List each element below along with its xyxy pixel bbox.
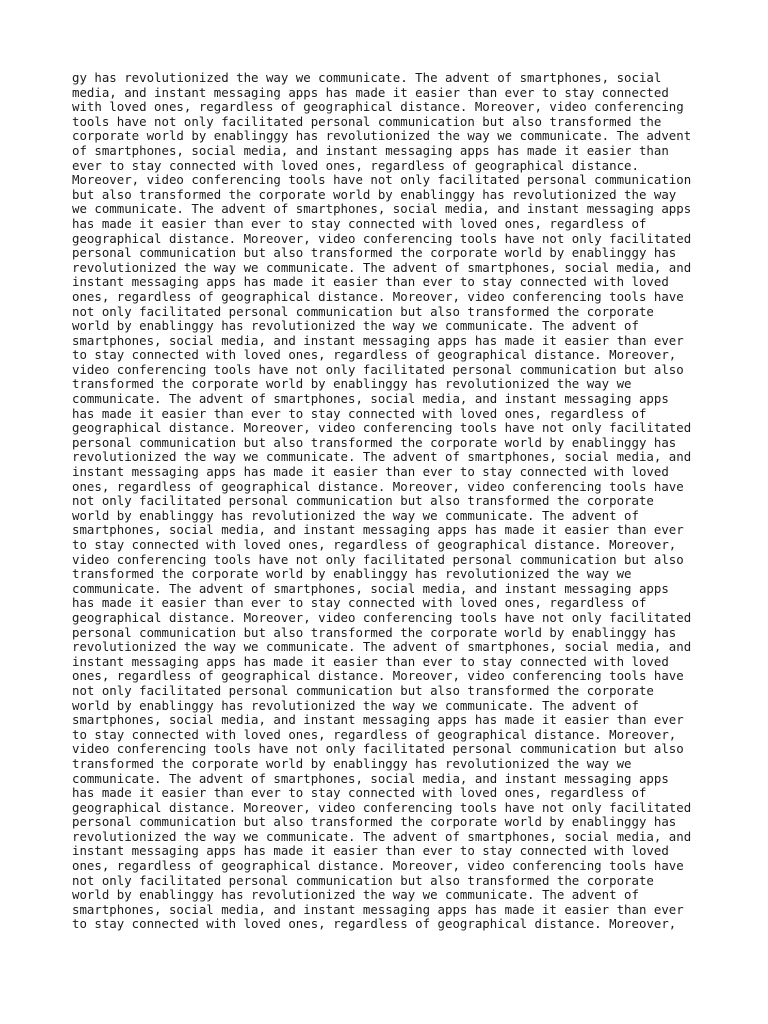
text-line: transformed the corporate world by enablinggy has revolutionized the way we <box>72 755 632 771</box>
text-line: personal communication but also transformed the corporate world by enablinggy has <box>72 814 677 830</box>
text-line: not only facilitated personal communication but also transformed the corporate <box>72 493 654 509</box>
text-line: has made it easier than ever to stay connected with loved ones, regardless of <box>72 405 647 421</box>
text-line: world by enablinggy has revolutionized the way we communicate. The advent of <box>72 507 639 523</box>
body-text <box>72 71 712 932</box>
text-line: communicate. The advent of smartphones, social media, and instant messaging apps <box>72 391 669 407</box>
text-line: smartphones, social media, and instant messaging apps has made it easier than ever <box>72 522 684 538</box>
text-line: smartphones, social media, and instant messaging apps has made it easier than ever <box>72 712 684 728</box>
text-line: video conferencing tools have not only facilitated personal communication but also <box>72 361 684 377</box>
text-line: personal communication but also transformed the corporate world by enablinggy has <box>72 624 677 640</box>
text-line: to stay connected with loved ones, regardless of geographical distance. Moreover, <box>72 537 677 552</box>
text-line: we communicate. The advent of smartphones, social media, and instant messaging apps <box>72 201 692 217</box>
text-line: communicate. The advent of smartphones, social media, and instant messaging apps <box>72 770 669 786</box>
text-line: not only facilitated personal communication but also transformed the corporate <box>72 872 654 888</box>
text-line: video conferencing tools have not only facilitated personal communication but also <box>72 741 684 757</box>
text-line: video conferencing tools have not only facilitated personal communication but also <box>72 551 684 567</box>
text-line: but also transformed the corporate world by enablinggy has revolutionized the way <box>72 186 677 202</box>
text-line: world by enablinggy has revolutionized the way we communicate. The advent of <box>72 697 639 713</box>
text-line: communicate. The advent of smartphones, social media, and instant messaging apps <box>72 580 669 596</box>
text-line: transformed the corporate world by enablinggy has revolutionized the way we <box>72 376 632 392</box>
text-line: tools have not only facilitated personal communication but also transformed the <box>72 113 662 129</box>
text-line: has made it easier than ever to stay connected with loved ones, regardless of <box>72 215 647 231</box>
text-line: smartphones, social media, and instant messaging apps has made it easier than ever <box>72 332 684 348</box>
text-line: instant messaging apps has made it easier than ever to stay connected with loved <box>72 843 669 859</box>
text-line: with loved ones, regardless of geographical distance. Moreover, video conferencing <box>72 99 684 115</box>
text-line: Moreover, video conferencing tools have not only facilitated personal communication <box>72 172 692 188</box>
text-line: to stay connected with loved ones, regardless of geographical distance. Moreover, <box>72 726 677 742</box>
text-line: geographical distance. Moreover, video conferencing tools have not only facilitated <box>72 230 692 246</box>
text-line: ones, regardless of geographical distance. Moreover, video conferencing tools have <box>72 288 684 304</box>
text-line: transformed the corporate world by enablinggy has revolutionized the way we <box>72 566 632 582</box>
text-line: revolutionized the way we communicate. The advent of smartphones, social media, and <box>72 639 692 655</box>
text-line: to stay connected with loved ones, regardless of geographical distance. Moreover, <box>72 916 677 932</box>
text-line: revolutionized the way we communicate. The advent of smartphones, social media, and <box>72 449 692 465</box>
text-line: not only facilitated personal communication but also transformed the corporate <box>72 303 654 319</box>
text-line: media, and instant messaging apps has made it easier than ever to stay connected <box>72 84 669 100</box>
text-line: ones, regardless of geographical distance. Moreover, video conferencing tools have <box>72 478 684 494</box>
text-line: not only facilitated personal communication but also transformed the corporate <box>72 682 654 698</box>
text-line: geographical distance. Moreover, video conferencing tools have not only facilitated <box>72 420 692 436</box>
text-line: has made it easier than ever to stay connected with loved ones, regardless of <box>72 595 647 611</box>
text-line: ones, regardless of geographical distance. Moreover, video conferencing tools have <box>72 858 684 874</box>
text-line: smartphones, social media, and instant messaging apps has made it easier than ever <box>72 901 684 917</box>
text-line: corporate world by enablinggy has revolutionized the way we communicate. The advent <box>72 128 692 144</box>
text-line: world by enablinggy has revolutionized the way we communicate. The advent of <box>72 318 639 334</box>
text-line: ones, regardless of geographical distance. Moreover, video conferencing tools have <box>72 668 684 684</box>
text-line: instant messaging apps has made it easier than ever to stay connected with loved <box>72 653 669 669</box>
text-line: geographical distance. Moreover, video conferencing tools have not only facilitated <box>72 609 692 625</box>
text-line: instant messaging apps has made it easier than ever to stay connected with loved <box>72 464 669 480</box>
text-line: world by enablinggy has revolutionized the way we communicate. The advent of <box>72 887 639 903</box>
text-line: revolutionized the way we communicate. The advent of smartphones, social media, and <box>72 828 692 844</box>
text-line: instant messaging apps has made it easier than ever to stay connected with loved <box>72 274 669 290</box>
text-line: geographical distance. Moreover, video conferencing tools have not only facilitated <box>72 799 692 815</box>
text-line: gy has revolutionized the way we communicate. The advent of smartphones, social <box>72 70 662 85</box>
text-line: of smartphones, social media, and instant messaging apps has made it easier than <box>72 142 669 158</box>
text-line: personal communication but also transformed the corporate world by enablinggy has <box>72 245 677 261</box>
text-line: to stay connected with loved ones, regardless of geographical distance. Moreover, <box>72 347 677 363</box>
text-line: ever to stay connected with loved ones, regardless of geographical distance. <box>72 157 639 173</box>
text-line: personal communication but also transformed the corporate world by enablinggy has <box>72 434 677 450</box>
text-line: has made it easier than ever to stay connected with loved ones, regardless of <box>72 785 647 801</box>
text-line: revolutionized the way we communicate. The advent of smartphones, social media, and <box>72 259 692 275</box>
